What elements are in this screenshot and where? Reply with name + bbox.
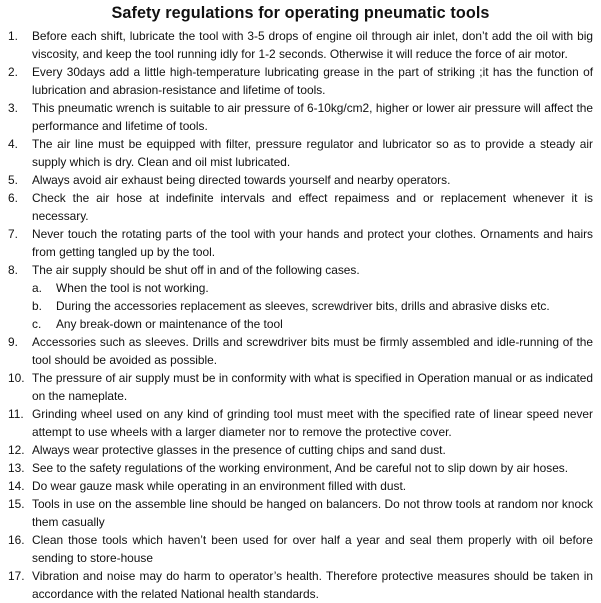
list-item <box>8 171 593 189</box>
item-number: 12. <box>8 443 25 457</box>
item-text: Grinding wheel used on any kind of grinding tool must meet with the specified rate of linear speed never attempt to use wheels with a larger diameter nor to remove the protective cover. <box>32 407 593 439</box>
item-text: Tools in use on the assemble line should be hanged on balancers. Do not throw tools at random nor knock them casually <box>32 497 593 529</box>
list-item <box>8 567 593 603</box>
item-number: 17. <box>8 569 25 583</box>
sub-item-text: When the tool is not working. <box>56 281 209 295</box>
item-number: 6. <box>8 191 18 205</box>
list-item <box>8 459 593 477</box>
list-item <box>8 27 593 63</box>
list-item <box>8 135 593 171</box>
list-item <box>8 189 593 225</box>
item-number: 10. <box>8 371 25 385</box>
sub-item-text: Any break-down or maintenance of the tool <box>56 317 283 331</box>
item-text: This pneumatic wrench is suitable to air pressure of 6-10kg/cm2, higher or lower air pressure will affect the performance and lifetime of tools. <box>32 101 593 133</box>
document-title: Safety regulations for operating pneumatic tools <box>111 4 490 22</box>
item-text: Always wear protective glasses in the presence of cutting chips and sand dust. <box>32 443 446 457</box>
item-number: 3. <box>8 101 18 115</box>
item-text: See to the safety regulations of the working environment, And be careful not to slip down by air hoses. <box>32 461 569 475</box>
item-text: Before each shift, lubricate the tool with 3-5 drops of engine oil through air inlet, don’t add the oil with big viscosity, and keep the tool running idly for 1-2 seconds. Otherwise it will reduce the force of air motor. <box>32 29 593 61</box>
list-item <box>8 99 593 135</box>
item-text: Always avoid air exhaust being directed towards yourself and nearby operators. <box>32 173 451 187</box>
sub-item-letter: c. <box>32 317 42 331</box>
sub-list-item <box>8 297 593 315</box>
item-number: 14. <box>8 479 25 493</box>
sub-item-letter: b. <box>32 299 42 313</box>
item-number: 5. <box>8 173 18 187</box>
item-number: 16. <box>8 533 25 547</box>
list-item <box>8 225 593 261</box>
item-text: Never touch the rotating parts of the tool with your hands and protect your clothes. Ornaments and hairs from getting tangled up by the tool. <box>32 227 593 259</box>
item-number: 13. <box>8 461 25 475</box>
item-text: Vibration and noise may do harm to operator’s health. Therefore protective measures should be taken in accordance with the related National health standards. <box>32 569 593 601</box>
item-text: The pressure of air supply must be in conformity with what is specified in Operation manual or as indicated on the nameplate. <box>32 371 593 403</box>
item-number: 1. <box>8 29 18 43</box>
item-number: 4. <box>8 137 18 151</box>
item-text: Do wear gauze mask while operating in an environment filled with dust. <box>32 479 407 493</box>
item-number: 9. <box>8 335 18 349</box>
sub-item-letter: a. <box>32 281 42 295</box>
item-text: Accessories such as sleeves. Drills and screwdriver bits must be firmly assembled and idle-running of the tool should be avoided as possible. <box>32 335 593 367</box>
item-number: 7. <box>8 227 18 241</box>
list-item <box>8 477 593 495</box>
list-item <box>8 405 593 441</box>
list-item <box>8 495 593 531</box>
list-item <box>8 333 593 369</box>
regulations-list <box>8 27 593 603</box>
item-text: Every 30days add a little high-temperature lubricating grease in the part of striking ;it has the function of lubrication and abrasion-resistance and lifetime of tools. <box>32 65 593 97</box>
item-text: The air line must be equipped with filter, pressure regulator and lubricator so as to provide a steady air supply which is dry. Clean and oil mist lubricated. <box>32 137 593 169</box>
sub-list-item <box>8 279 593 297</box>
list-item <box>8 531 593 567</box>
list-item <box>8 261 593 279</box>
item-text: Clean those tools which haven’t been used for over half a year and seal them properly with oil before sending to store-house <box>32 533 593 565</box>
item-number: 15. <box>8 497 25 511</box>
list-item <box>8 369 593 405</box>
item-number: 2. <box>8 65 18 79</box>
list-item <box>8 63 593 99</box>
item-text: Check the air hose at indefinite intervals and effect repaimess and or replacement whenever it is necessary. <box>32 191 593 223</box>
sub-list-item <box>8 315 593 333</box>
sub-item-text: During the accessories replacement as sleeves, screwdriver bits, drills and abrasive disks etc. <box>56 299 550 313</box>
item-number: 8. <box>8 263 18 277</box>
item-text: The air supply should be shut off in and of the following cases. <box>32 263 360 277</box>
list-item <box>8 441 593 459</box>
item-number: 11. <box>8 407 24 421</box>
